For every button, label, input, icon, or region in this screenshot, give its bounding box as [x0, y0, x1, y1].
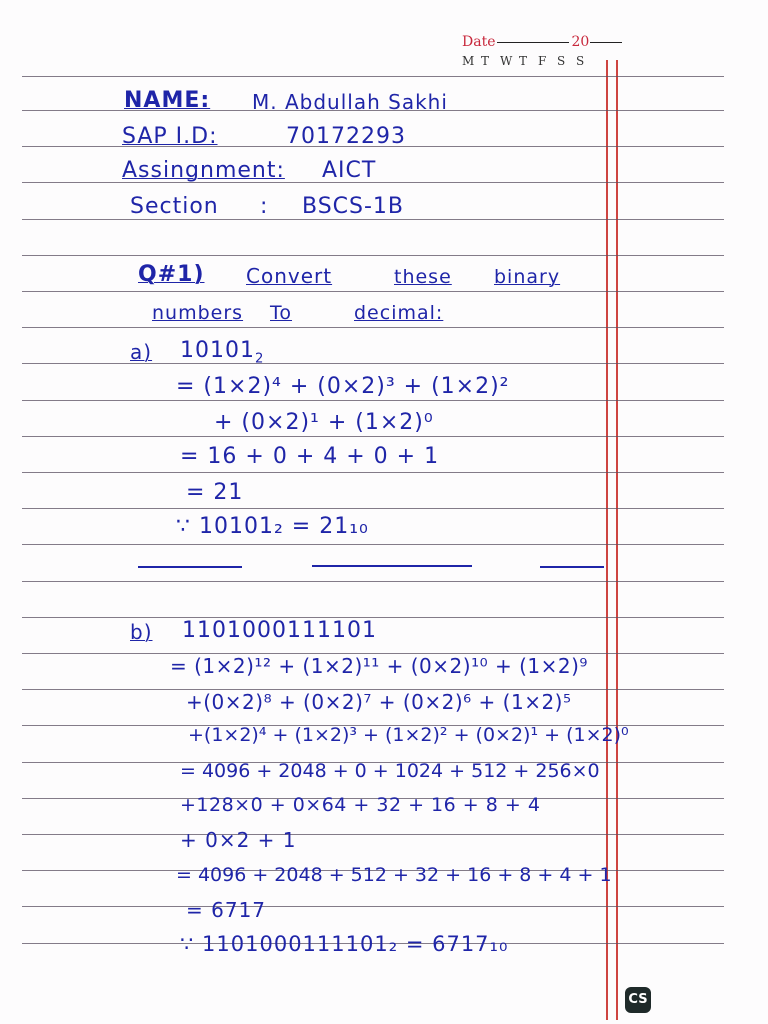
part-b-step-7: = 4096 + 2048 + 512 + 32 + 16 + 8 + 4 + 1: [176, 864, 612, 886]
weekday-wed: W: [500, 54, 513, 68]
weekday-thu: T: [519, 54, 528, 68]
date-header: [462, 34, 652, 68]
assignment-label: Assingnment:: [122, 158, 285, 183]
weekday-mon: M: [462, 54, 475, 68]
assignment-value: AICT: [322, 158, 377, 183]
margin-line-right: [616, 60, 618, 1020]
weekday-sun: S: [576, 54, 585, 68]
question-label: Q#1): [138, 262, 205, 287]
ruled-line: [22, 834, 724, 835]
ruled-line: [22, 508, 724, 509]
sap-label: SAP I.D:: [122, 124, 218, 149]
ruled-line: [22, 400, 724, 401]
weekday-tue: T: [481, 54, 490, 68]
year-prefix: 20: [571, 34, 590, 50]
weekday-row: [462, 54, 652, 68]
ruled-line: [22, 581, 724, 582]
section-label: Section: [130, 194, 219, 219]
ruled-line: [22, 363, 724, 364]
sap-value: 70172293: [286, 124, 406, 149]
weekday-sat: S: [557, 54, 566, 68]
ruled-line: [22, 291, 724, 292]
part-b-step-3: +(1×2)⁴ + (1×2)³ + (1×2)² + (0×2)¹ + (1×2)⁰: [188, 724, 629, 746]
date-label: Date: [462, 34, 496, 50]
part-a-binary: $10101_2$: [180, 338, 265, 367]
question-word-decimal: decimal:: [354, 302, 444, 324]
part-b-label: b): [130, 620, 153, 644]
ruled-line: [22, 436, 724, 437]
ruled-line: [22, 76, 724, 77]
weekday-fri: F: [538, 54, 547, 68]
separator-stroke-3: [540, 566, 604, 568]
part-a-step-4: = 21: [186, 480, 244, 505]
separator-stroke-1: [138, 566, 242, 568]
part-a-conclusion: ∵ 10101₂ = 21₁₀: [176, 514, 369, 539]
ruled-line: [22, 327, 724, 328]
question-word-convert: Convert: [246, 264, 333, 288]
ruled-line: [22, 544, 724, 545]
section-value: BSCS-1B: [302, 194, 405, 219]
ruled-line: [22, 906, 724, 907]
camscanner-badge: CS: [625, 987, 651, 1013]
section-colon: :: [260, 194, 269, 219]
ruled-line: [22, 219, 724, 220]
question-word-binary: binary: [494, 266, 561, 288]
part-b-step-4: = 4096 + 2048 + 0 + 1024 + 512 + 256×0: [180, 760, 600, 782]
name-value: M. Abdullah Sakhi: [252, 90, 448, 114]
question-word-to: To: [270, 302, 293, 324]
part-b-binary: 1101000111101: [182, 618, 377, 643]
ruled-line: [22, 472, 724, 473]
part-b-step-5: +128×0 + 0×64 + 32 + 16 + 8 + 4: [180, 794, 541, 816]
part-b-conclusion: ∵ 1101000111101₂ = 6717₁₀: [180, 932, 509, 956]
part-b-step-1: = (1×2)¹² + (1×2)¹¹ + (0×2)¹⁰ + (1×2)⁹: [170, 654, 588, 678]
part-a-step-3: = 16 + 0 + 4 + 0 + 1: [180, 444, 440, 469]
separator-stroke-2: [312, 565, 472, 567]
part-a-step-2: + (0×2)¹ + (1×2)⁰: [214, 410, 434, 435]
question-word-numbers: numbers: [152, 302, 244, 324]
question-word-these: these: [394, 266, 452, 288]
part-b-step-8: = 6717: [186, 898, 267, 922]
part-b-step-2: +(0×2)⁸ + (0×2)⁷ + (0×2)⁶ + (1×2)⁵: [186, 690, 572, 714]
part-a-step-1: = (1×2)⁴ + (0×2)³ + (1×2)²: [176, 374, 510, 399]
name-label: NAME:: [124, 88, 211, 113]
part-a-label: a): [130, 340, 153, 364]
part-b-step-6: + 0×2 + 1: [180, 828, 297, 852]
ruled-line: [22, 255, 724, 256]
